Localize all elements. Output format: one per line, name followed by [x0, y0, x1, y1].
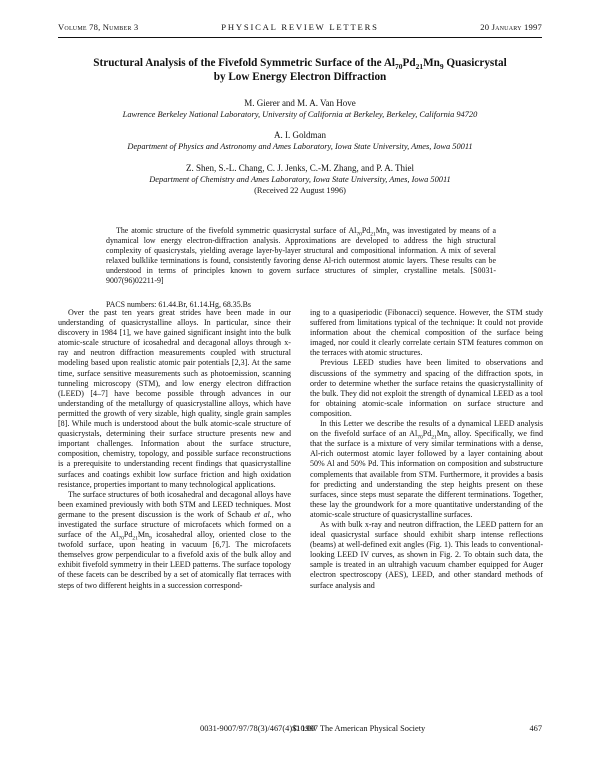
paragraph: The surface structures of both icosahedral and decagonal alloys have been examined previously with both STM and LEED techniques. Most germane to the present discussion is the work of Schaub et al., who investigated the surface structure of microfacets which formed on a surface of the $Al_{70}Pd_{21}Mn_9$ icosahedral alloy, oriented close to the twofold surface, upon heating in vacuum [6,7]. The microfacets themselves grow perpendicular to a fivefold axis of the bulk alloy and exhibit fivefold symmetry in their LEED patterns. The surface topology of these facets can be described by a set of atomically flat terraces with steps of two different heights in a succession correspond-	[58, 489, 291, 590]
paragraph: As with bulk x-ray and neutron diffraction, the LEED pattern for an ideal quasicrystal surface should exhibit sharp intense reflections (beams) at well-defined exit angles (Fig. 1). This leads to conventional-looking LEED IV curves, as shown in Fig. 2. To obtain such data, the sample is treated in an ultrahigh vacuum chamber equipped for Auger electron spectroscopy (AES), LEED, and other standard methods of surface analysis and	[310, 519, 543, 590]
author-group-3	[60, 163, 540, 196]
paragraph: Previous LEED studies have been limited to observations and discussions of the symmetry and spacing of the diffraction spots, in order to determine whether the surface retains the quasicrystallinity of the bulk. They did not exploit the strength of dynamical LEED as a tool for obtaining atomic-scale information on surface structure and composition.	[310, 358, 543, 418]
abstract: The atomic structure of the fivefold symmetric quasicrystal surface of $Al_{70}Pd_{21}Mn_9$ was investigated by means of a dynamical low energy electron-diffraction analysis. Approximations are developed to address the high structural complexity of quasicrystals, yielding average layer-by-layer structural and compositional information. A mix of several relaxed bulklike terminations is found, consistently favoring dense Al-rich outermost atomic layers. These results can be understood in terms of principles known to govern surface structures of simpler, crystalline metals. [S0031-9007(96)02211-9]	[106, 226, 496, 285]
page-footer	[58, 724, 542, 736]
paragraph: In this Letter we describe the results of a dynamical LEED analysis on the fivefold surface of an $Al_{70}Pd_{21}Mn_9$ alloy. Specifically, we find that the surface is a mixture of very similar terminations with a dense, Al-rich outermost atomic layer followed by a layer containing about 50% Al and 50% Pd. This information on composition and substructure complements that available from STM. Furthermore, it provides a basis for predicting and understanding the step heights present on these surfaces, since steps must separate the different terminations. Together, these lay the groundwork for a more quantitative understanding of the atomic-scale structure of quasicrystalline surfaces.	[310, 419, 543, 519]
column-left	[58, 308, 291, 591]
issue-date: 20 January 1997	[480, 22, 542, 32]
journal-name: PHYSICAL REVIEW LETTERS	[221, 22, 379, 32]
author-group-1	[60, 98, 540, 120]
copyright: © 1997 The American Physical Society	[292, 724, 426, 733]
article-code: 0031-9007/97/78(3)/467(4)$10.00	[200, 724, 316, 733]
volume-number: Volume 78, Number 3	[58, 22, 139, 32]
received-date: (Received 22 August 1996)	[254, 186, 346, 195]
author-names: Z. Shen, S.-L. Chang, C. J. Jenks, C.-M. Zhang, and P. A. Thiel	[185, 163, 415, 173]
running-head	[58, 22, 542, 36]
affiliation: Lawrence Berkeley National Laboratory, University of California at Berkeley, Berkeley, California 94720	[122, 110, 478, 119]
author-group-2	[60, 130, 540, 152]
paragraph: Over the past ten years great strides have been made in our understanding of quasicrystalline alloys. In particular, since their discovery in 1984 [1], we have gained significant insight into the bulk atomic-scale structure of icosahedral and decagonal alloys through x-ray and neutron diffraction measurements coupled with structural modeling based upon realistic atomic pair potentials [2,3]. At the same time, surface sensitive measurements such as photoemission, scanning tunneling microscopy (STM), and low energy electron diffraction (LEED) [4–7] have become possible through advances in our understanding of the metallurgy of quasicrystalline alloys, which have permitted the growth of very sizable, high quality, single grain samples [8]. While much is understood about the bulk atomic-scale structure of quasicrystals, determining their surface structure presents new and important challenges. Information about the surface structure, composition, chemistry, topology, and possible surface reconstructions is a prerequisite to understanding recent findings that quasicrystalline surfaces and coatings exhibit low surface friction and high oxidation resistance, properties important to many technological applications.	[58, 308, 291, 489]
pacs-numbers: PACS numbers: 61.44.Br, 61.14.Hg, 68.35.Bs	[106, 300, 251, 309]
affiliation: Department of Physics and Astronomy and Ames Laboratory, Iowa State University, Ames, Iowa 50011	[127, 142, 473, 151]
author-names: A. I. Goldman	[274, 130, 326, 140]
affiliation: Department of Chemistry and Ames Laboratory, Iowa State University, Ames, Iowa 50011	[149, 175, 451, 184]
author-names: M. Gierer and M. A. Van Hove	[244, 98, 356, 108]
column-right	[310, 308, 543, 591]
header-rule	[58, 37, 542, 38]
paragraph: ing to a quasiperiodic (Fibonacci) sequence. However, the STM study suffered from limitations typical of the technique: It could not provide information about the chemical composition of the surface being imaged, nor could it clearly correlate certain STM features common on the terraces with atomic structures.	[310, 308, 543, 358]
article-title: Structural Analysis of the Fivefold Symmetric Surface of the $Al_{70}Pd_{21}Mn_9$ Quasicrystal by Low Energy Electron Diffraction	[93, 57, 507, 83]
page-number: 467	[529, 724, 542, 733]
